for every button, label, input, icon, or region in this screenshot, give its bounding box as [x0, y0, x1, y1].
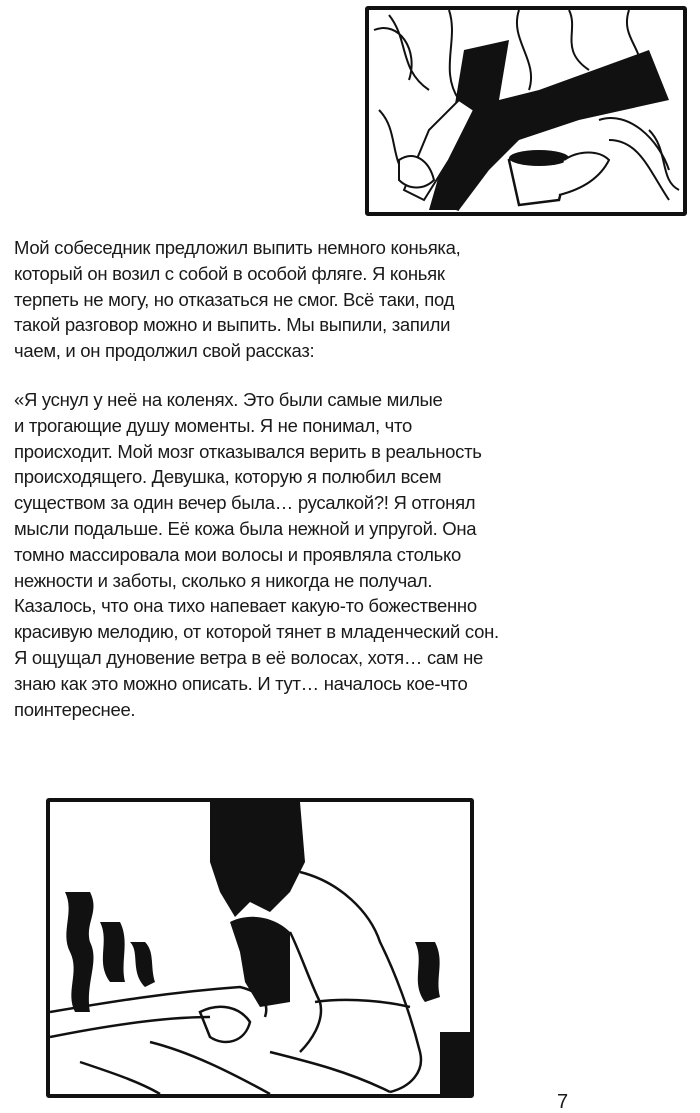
mermaid-cradling-drawing: [50, 802, 470, 1094]
text-line: поинтереснее.: [14, 698, 136, 720]
text-line: Я ощущал дуновение ветра в её волосах, хотя… сам не: [14, 646, 484, 668]
text-line: нежности и заботы, сколько я никогда не получал.: [14, 569, 433, 591]
text-line: красивую мелодию, от которой тянет в младенческий сон.: [14, 621, 499, 643]
paragraph-2: [14, 387, 654, 722]
bottle-pour-drawing: [369, 10, 683, 212]
illustration-mermaid-scene: [46, 798, 474, 1098]
text-line: чаем, и он продолжил свой рассказ:: [14, 340, 315, 362]
text-line: Мой собеседник предложил выпить немного коньяка,: [14, 237, 461, 258]
text-line: мысли подальше. Её кожа была нежной и упругой. Она: [14, 517, 477, 539]
page-number: 7: [557, 1091, 569, 1113]
text-line: Казалось, что она тихо напевает какую-то божественно: [14, 595, 477, 617]
text-line: и трогающие душу моменты. Я не понимал, что: [14, 414, 412, 436]
text-line: происходящего. Девушка, которую я полюбил всем: [14, 466, 442, 488]
text-line: «Я уснул у неё на коленях. Это были самые милые: [14, 389, 443, 410]
text-line: происходит. Мой мозг отказывался верить в реальность: [14, 440, 482, 462]
text-line: терпеть не могу, но отказаться не смог. Всё таки, под: [14, 288, 455, 310]
text-line: который он возил с собой в особой фляге. Я коньяк: [14, 262, 445, 284]
text-line: существом за один вечер была… русалкой?! Я отгонял: [14, 492, 476, 514]
text-line: знаю как это можно описать. И тут… началось кое-что: [14, 672, 468, 694]
illustration-bottle-and-cup: [365, 6, 687, 216]
paragraph-1: [14, 235, 654, 364]
text-line: такой разговор можно и выпить. Мы выпили, запили: [14, 314, 451, 336]
text-line: томно массировала мои волосы и проявляла столько: [14, 543, 461, 565]
